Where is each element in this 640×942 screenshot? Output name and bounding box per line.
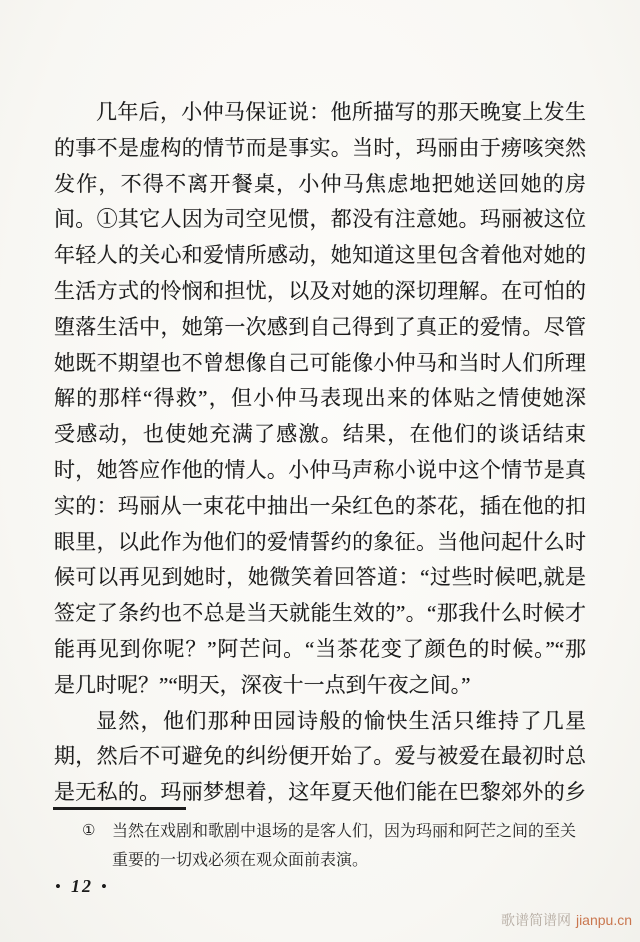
body-text-line: 她既不期望也不曾想像自己可能像小仲马和当时人们所理 — [54, 350, 586, 375]
page-number-left-dot: • — [55, 877, 63, 896]
body-text-line: 堕落生活中，她第一次感到自己得到了真正的爱情。尽管 — [54, 314, 586, 339]
body-text-line: 能再见到你呢？”阿芒问。“当茶花变了颜色的时候。”“那 — [54, 636, 586, 661]
page-number-value: 12 — [70, 876, 93, 896]
footnote — [82, 817, 590, 875]
body-text-line: 是无私的。玛丽梦想着，这年夏天他们能在巴黎郊外的乡 — [54, 780, 586, 805]
body-text-line: 间。①其它人因为司空见惯，都没有注意她。玛丽被这位 — [54, 207, 586, 232]
watermark-site-name: 歌谱简谱网 — [500, 912, 571, 928]
watermark — [501, 910, 632, 930]
body-text-line: 是几时呢？”“明天，深夜十一点到午夜之间。” — [54, 672, 471, 697]
body-text — [54, 95, 586, 811]
body-text-line: 显然，他们那种田园诗般的愉快生活只维持了几星 — [96, 708, 586, 733]
footnote-separator — [53, 807, 186, 810]
body-text-line: 年轻人的关心和爱情所感动，她知道这里包含着他对她的 — [54, 243, 586, 268]
footnote-line: 重要的一切戏必须在观众面前表演。 — [112, 852, 369, 869]
body-text-line: 期，然后不可避免的纠纷便开始了。爱与被爱在最初时总 — [54, 744, 586, 769]
body-text-line: 眼里，以此作为他们的爱情誓约的象征。当他问起什么时 — [54, 529, 586, 554]
page-number — [55, 876, 109, 897]
page-number-right-dot: • — [100, 877, 109, 896]
footnote-text — [112, 817, 590, 875]
body-text-line: 几年后，小仲马保证说：他所描写的那天晚宴上发生 — [96, 100, 586, 124]
body-text-line: 受感动，也使她充满了感激。结果，在他们的谈话结束 — [54, 422, 586, 447]
body-text-line: 时，她答应作他的情人。小仲马声称小说中这个情节是真 — [54, 457, 586, 482]
footnote-line: 当然在戏剧和歌剧中退场的是客人们，因为玛丽和阿芒之间的至关 — [112, 823, 577, 840]
body-text-line: 签定了条约也不总是当天就能生效的”。“那我什么时候才 — [54, 601, 586, 626]
watermark-site-url: jianpu.cn — [575, 912, 632, 928]
body-text-line: 候可以再见到她时，她微笑着回答道：“过些时候吧,就是 — [54, 565, 586, 590]
body-text-line: 生活方式的怜悯和担忧，以及对她的深切理解。在可怕的 — [54, 278, 586, 303]
body-text-line: 实的：玛丽从一束花中抽出一朵红色的茶花，插在他的扣 — [54, 493, 586, 518]
body-text-line: 发作，不得不离开餐桌，小仲马焦虑地把她送回她的房 — [54, 171, 586, 196]
body-text-line: 的事不是虚构的情节而是事实。当时，玛丽由于痨咳突然 — [54, 135, 586, 160]
body-text-line: 解的那样“得救”，但小仲马表现出来的体贴之情使她深 — [54, 386, 586, 411]
footnote-marker: ① — [82, 823, 96, 839]
